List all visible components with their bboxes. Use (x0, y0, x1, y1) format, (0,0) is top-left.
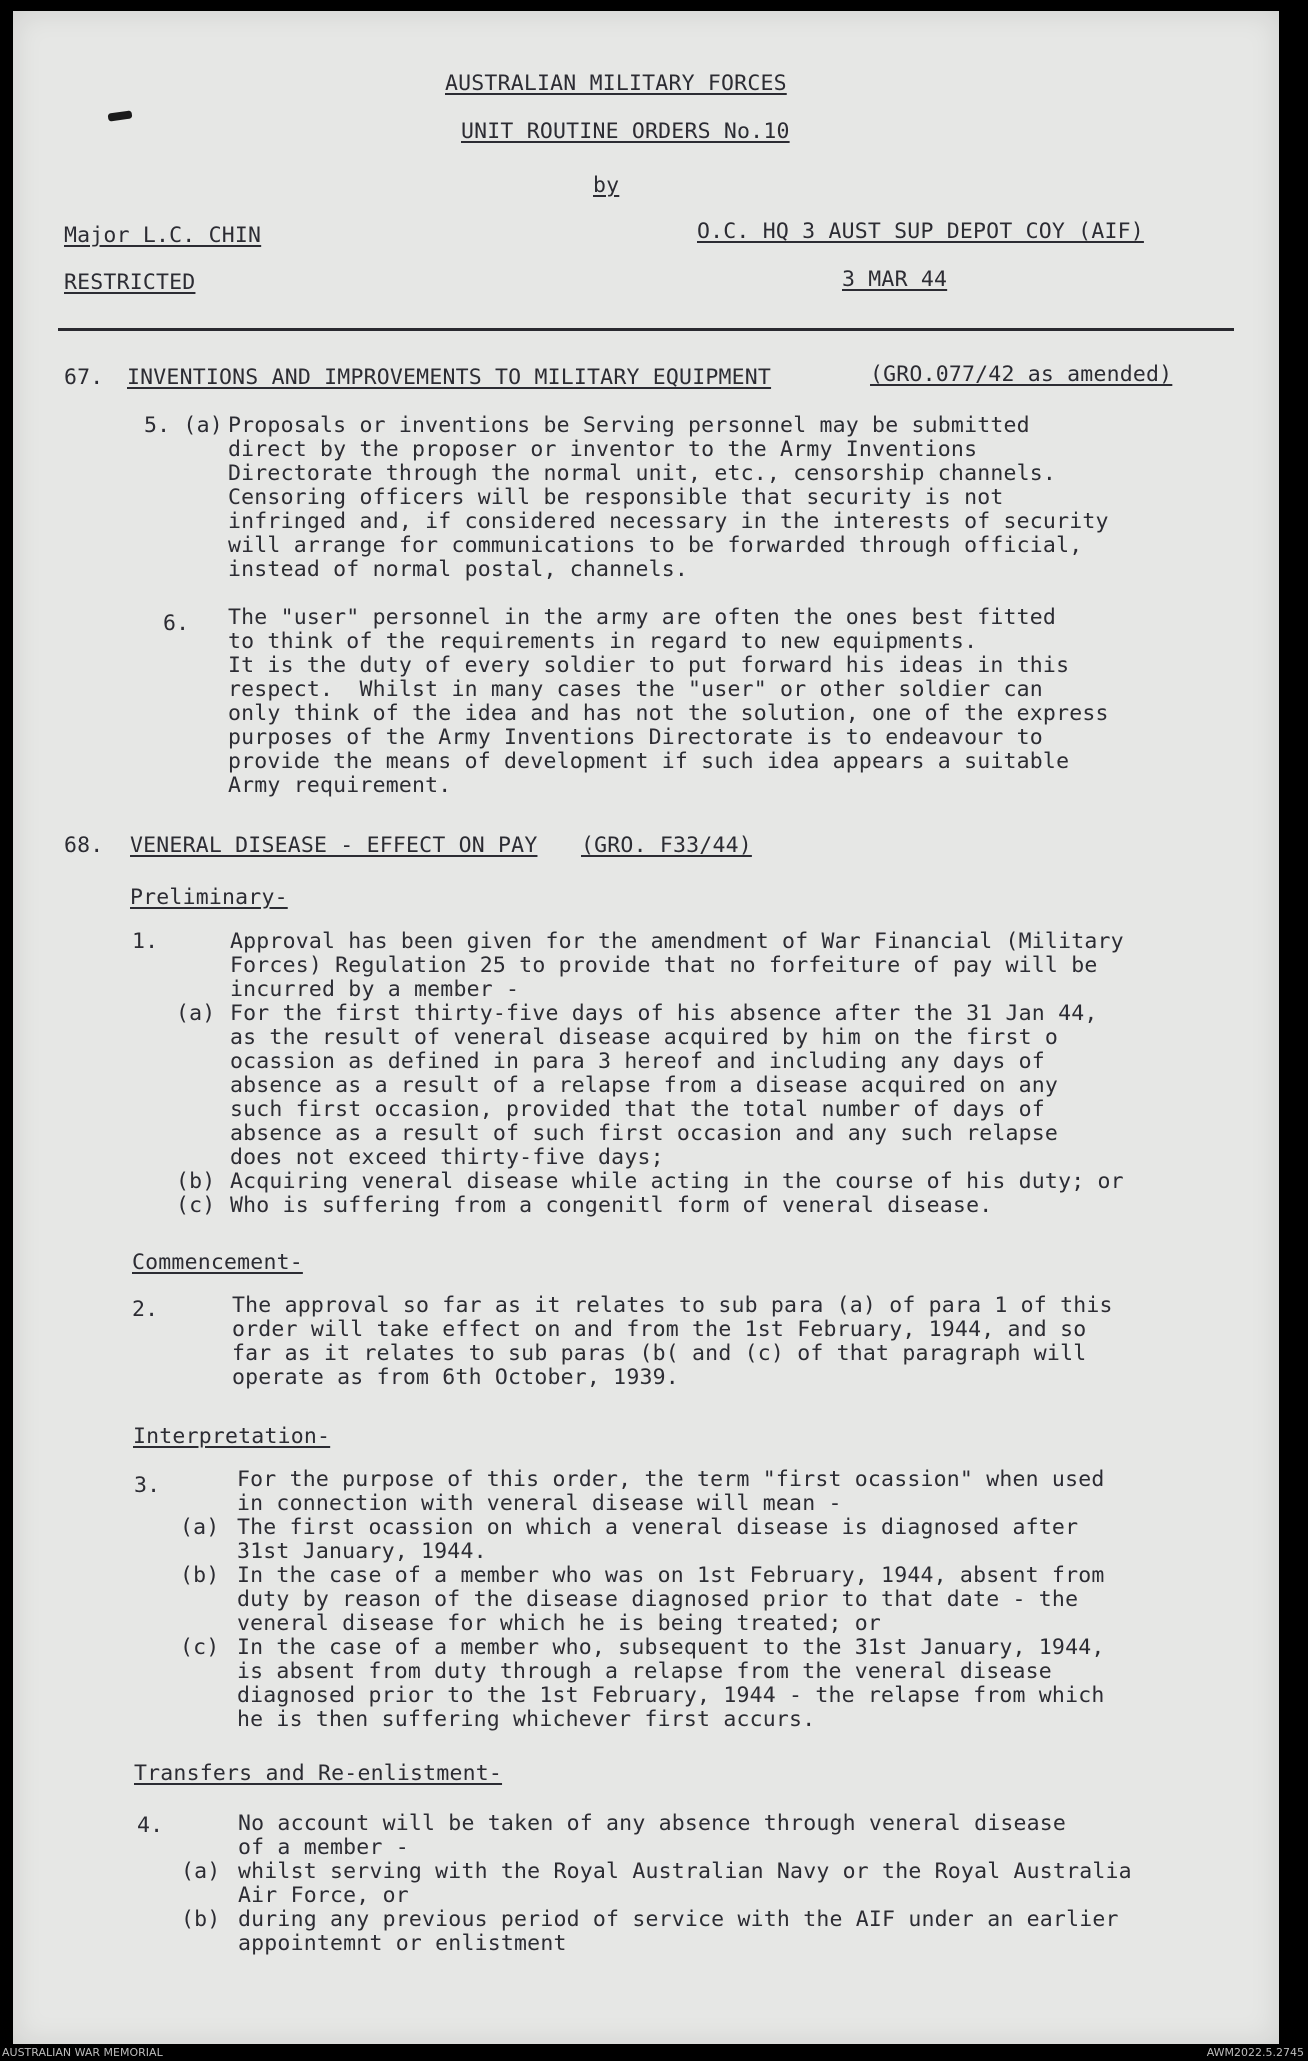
order67-p5-line: Censoring officers will be responsible that security is not (228, 485, 1004, 510)
order68-p4b-line: during any previous period of service with the AIF under an earlier (238, 1907, 1119, 1932)
order68-p3b-label: (b) (180, 1563, 220, 1588)
header-officer: Major L.C. CHIN (64, 223, 262, 248)
order68-p3c-line: is absent from duty through a relapse from the veneral disease (237, 1659, 1052, 1684)
order67-p5-line: instead of normal postal, channels. (228, 557, 689, 582)
footer-right: AWM2022.5.2745 (1206, 2046, 1304, 2059)
order68-p3b-line: duty by reason of the disease diagnosed prior to that date - the (237, 1587, 1079, 1612)
order68-p3-line: in connection with veneral disease will mean - (237, 1491, 842, 1516)
header-date: 3 MAR 44 (842, 267, 948, 292)
order68-p1c-line: Who is suffering from a congenitl form of veneral disease. (230, 1193, 993, 1218)
footer-left: AUSTRALIAN WAR MEMORIAL (2, 2046, 163, 2059)
order67-p5-line: will arrange for communications to be forwarded through official, (228, 533, 1083, 558)
order68-p2-number: 2. (132, 1297, 159, 1322)
order68-p1a-line: as the result of veneral disease acquired by him on the first o (230, 1025, 1059, 1050)
order67-number: 67. (64, 365, 104, 390)
order68-p1-line: Approval has been given for the amendment of War Financial (Military (230, 929, 1124, 954)
order68-p1a-line: absence as a result of such first occasion and any such relapse (230, 1121, 1059, 1146)
order67-p5-number: 5. (a) (144, 413, 223, 438)
heading-commencement: Commencement- (132, 1250, 303, 1275)
header-classification: RESTRICTED (64, 270, 196, 295)
order67-p5-line: direct by the proposer or inventor to the Army Inventions (228, 437, 978, 462)
order68-number: 68. (64, 833, 104, 858)
order68-p1a-line: ocassion as defined in para 3 hereof and including any days of (230, 1049, 1045, 1074)
order68-p1a-line: absence as a result of a relapse from a disease acquired on any (230, 1073, 1059, 1098)
header-unit: O.C. HQ 3 AUST SUP DEPOT COY (AIF) (697, 219, 1144, 244)
order68-p3-line: For the purpose of this order, the term "first ocassion" when used (237, 1467, 1105, 1492)
order68-p3c-line: diagnosed prior to the 1st February, 1944 - the relapse from which (237, 1683, 1105, 1708)
order68-title: VENERAL DISEASE - EFFECT ON PAY (130, 833, 538, 858)
order68-p2-line: The approval so far as it relates to sub para (a) of para 1 of this (232, 1293, 1113, 1318)
order67-p6-line: The "user" personnel in the army are often the ones best fitted (228, 605, 1057, 630)
order67-p6-line: Army requirement. (228, 773, 452, 798)
order68-p3-number: 3. (134, 1473, 161, 1498)
order68-p2-line: order will take effect on and from the 1st February, 1944, and so (232, 1317, 1087, 1342)
order68-p1a-line: such first occasion, provided that the total number of days of (230, 1097, 1045, 1122)
order67-p6-number: 6. (163, 611, 190, 636)
order67-ref: (GRO.077/42 as amended) (870, 362, 1173, 387)
order68-p4-line: of a member - (238, 1835, 409, 1860)
order68-p1a-label: (a) (176, 1001, 216, 1026)
order68-p1-line: incurred by a member - (230, 977, 520, 1002)
order68-p4a-label: (a) (181, 1859, 221, 1884)
order68-p4a-line: whilst serving with the Royal Australian Navy or the Royal Australia (238, 1859, 1132, 1884)
order67-p6-line: only think of the idea and has not the solution, one of the express (228, 701, 1109, 726)
order68-p3a-line: The first ocassion on which a veneral disease is diagnosed after (237, 1515, 1079, 1540)
order68-p3a-line: 31st January, 1944. (237, 1539, 487, 1564)
header-by: by (593, 173, 620, 198)
order67-title: INVENTIONS AND IMPROVEMENTS TO MILITARY EQUIPMENT (127, 365, 772, 390)
order68-p4-line: No account will be taken of any absence through veneral disease (238, 1811, 1067, 1836)
order68-p3b-line: veneral disease for which he is being treated; or (237, 1611, 882, 1636)
order67-p6-line: to think of the requirements in regard to new equipments. (228, 629, 978, 654)
order68-p1b-label: (b) (176, 1169, 216, 1194)
order67-p5-line: Proposals or inventions be Serving personnel may be submitted (228, 413, 1030, 438)
header-rule (58, 328, 1234, 331)
order68-ref: (GRO. F33/44) (581, 833, 752, 858)
heading-transfers: Transfers and Re-enlistment- (134, 1761, 503, 1786)
order68-p3c-line: In the case of a member who, subsequent to the 31st January, 1944, (237, 1635, 1105, 1660)
order68-p4b-label: (b) (181, 1907, 221, 1932)
heading-interpretation: Interpretation- (133, 1424, 331, 1449)
order67-p6-line: It is the duty of every soldier to put forward his ideas in this (228, 653, 1070, 678)
order68-p3c-label: (c) (180, 1635, 220, 1660)
order68-p3b-line: In the case of a member who was on 1st February, 1944, absent from (237, 1563, 1105, 1588)
header-line1: AUSTRALIAN MILITARY FORCES (445, 71, 787, 96)
order67-p6-line: purposes of the Army Inventions Directorate is to endeavour to (228, 725, 1043, 750)
order68-p2-line: far as it relates to sub paras (b( and (c) of that paragraph will (232, 1341, 1087, 1366)
order68-p1-line: Forces) Regulation 25 to provide that no forfeiture of pay will be (230, 953, 1098, 978)
order67-p5-line: Directorate through the normal unit, etc., censorship channels. (228, 461, 1057, 486)
order68-p4-number: 4. (137, 1813, 164, 1838)
order68-p3c-line: he is then suffering whichever first accurs. (237, 1707, 816, 1732)
order67-p6-line: provide the means of development if such idea appears a suitable (228, 749, 1070, 774)
order68-p1b-line: Acquiring veneral disease while acting in the course of his duty; or (230, 1169, 1124, 1194)
order67-p5-line: infringed and, if considered necessary in the interests of security (228, 509, 1109, 534)
header-line2: UNIT ROUTINE ORDERS No.10 (461, 119, 790, 144)
order68-p2-line: operate as from 6th October, 1939. (232, 1365, 679, 1390)
order68-p1-number: 1. (132, 929, 159, 954)
order67-p6-line: respect. Whilst in many cases the "user" or other soldier can (228, 677, 1043, 702)
order68-p4a-line: Air Force, or (238, 1883, 409, 1908)
order68-p4b-line: appointemnt or enlistment (238, 1931, 567, 1956)
order68-p1a-line: For the first thirty-five days of his absence after the 31 Jan 44, (230, 1001, 1098, 1026)
order68-p1c-label: (c) (176, 1193, 216, 1218)
heading-preliminary: Preliminary- (130, 885, 288, 910)
order68-p1a-line: does not exceed thirty-five days; (230, 1145, 664, 1170)
order68-p3a-label: (a) (180, 1515, 220, 1540)
